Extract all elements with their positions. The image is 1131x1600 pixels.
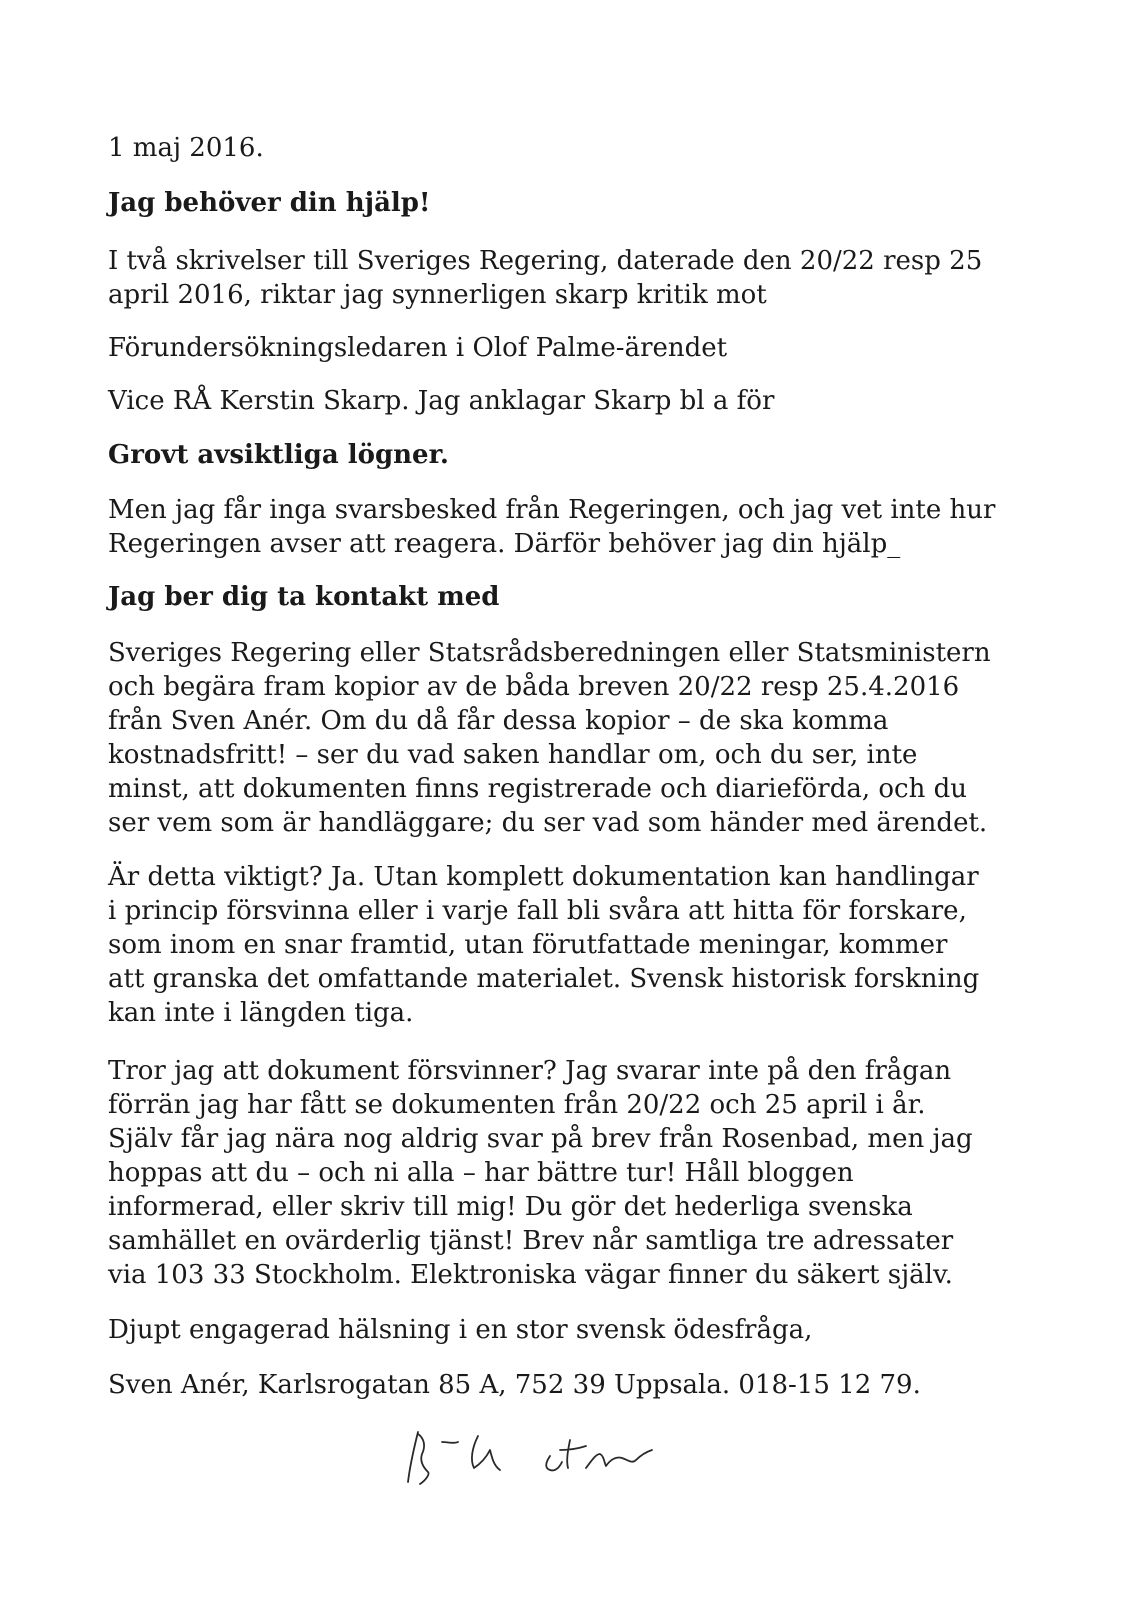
paragraph-7-line-6: samhället en ovärderlig tjänst! Brev når samtliga tre adressater <box>108 1226 954 1256</box>
paragraph-7-line-7: via 103 33 Stockholm. Elektroniska vägar finner du säkert själv. <box>108 1260 953 1290</box>
paragraph-1-line-2: april 2016, riktar jag synnerligen skarp kritik mot <box>108 280 767 310</box>
signature-stroke-6 <box>586 1450 652 1468</box>
signature-stroke-4 <box>546 1456 562 1470</box>
paragraph-5-line-4: kostnadsfritt! – ser du vad saken handlar om, och du ser, inte <box>108 740 918 770</box>
paragraph-4-line-2: Regeringen avser att reagera. Därför behöver jag din hjälp_ <box>108 529 901 559</box>
paragraph-3: Vice RÅ Kerstin Skarp. Jag anklagar Skarp bl a för <box>108 386 775 416</box>
paragraph-7-line-5: informerad, eller skriv till mig! Du gör det hederliga svenska <box>108 1192 913 1222</box>
paragraph-6-line-1: Är detta viktigt? Ja. Utan komplett dokumentation kan handlingar <box>108 862 979 892</box>
signature-stroke-1 <box>408 1432 429 1484</box>
paragraph-6-line-5: kan inte i längden tiga. <box>108 998 414 1028</box>
paragraph-5-line-5: minst, att dokumenten finns registrerade och diarieförda, och du <box>108 774 967 804</box>
signature-stroke-3 <box>472 1436 500 1470</box>
closing-greeting: Djupt engagerad hälsning i en stor svensk ödesfråga, <box>108 1315 813 1345</box>
heading-contact: Jag ber dig ta kontakt med <box>108 582 500 612</box>
paragraph-5-line-3: från Sven Anér. Om du då får dessa kopior – de ska komma <box>108 706 889 736</box>
paragraph-4-line-1: Men jag får inga svarsbesked från Regeringen, och jag vet inte hur <box>108 495 996 525</box>
letter-date: 1 maj 2016. <box>108 133 264 163</box>
paragraph-5-line-6: ser vem som är handläggare; du ser vad som händer med ärendet. <box>108 808 988 838</box>
paragraph-1-line-1: I två skrivelser till Sveriges Regering, daterade den 20/22 resp 25 <box>108 246 983 276</box>
signature-stroke-2 <box>442 1442 458 1443</box>
heading-lies: Grovt avsiktliga lögner. <box>108 440 449 470</box>
paragraph-6-line-2: i princip försvinna eller i varje fall bli svåra att hitta för forskare, <box>108 896 967 926</box>
paragraph-6-line-4: att granska det omfattande materialet. Svensk historisk forskning <box>108 964 980 994</box>
paragraph-5-line-1: Sveriges Regering eller Statsrådsberedningen eller Statsministern <box>108 638 991 668</box>
signature-stroke-5 <box>560 1440 586 1468</box>
paragraph-5-line-2: och begära fram kopior av de båda breven 20/22 resp 25.4.2016 <box>108 672 960 702</box>
sender-address: Sven Anér, Karlsrogatan 85 A, 752 39 Uppsala. 018-15 12 79. <box>108 1370 921 1400</box>
paragraph-7-line-3: Själv får jag nära nog aldrig svar på brev från Rosenbad, men jag <box>108 1124 973 1154</box>
paragraph-6-line-3: som inom en snar framtid, utan förutfattade meningar, kommer <box>108 930 948 960</box>
paragraph-7-line-4: hoppas att du – och ni alla – har bättre tur! Håll bloggen <box>108 1158 854 1188</box>
paragraph-7-line-1: Tror jag att dokument försvinner? Jag svarar inte på den frågan <box>108 1056 952 1086</box>
paragraph-2: Förundersökningsledaren i Olof Palme-ärendet <box>108 333 728 363</box>
paragraph-7-line-2: förrän jag har fått se dokumenten från 20/22 och 25 april i år. <box>108 1090 926 1120</box>
heading-help: Jag behöver din hjälp! <box>108 188 431 218</box>
handwritten-signature <box>400 1420 670 1495</box>
